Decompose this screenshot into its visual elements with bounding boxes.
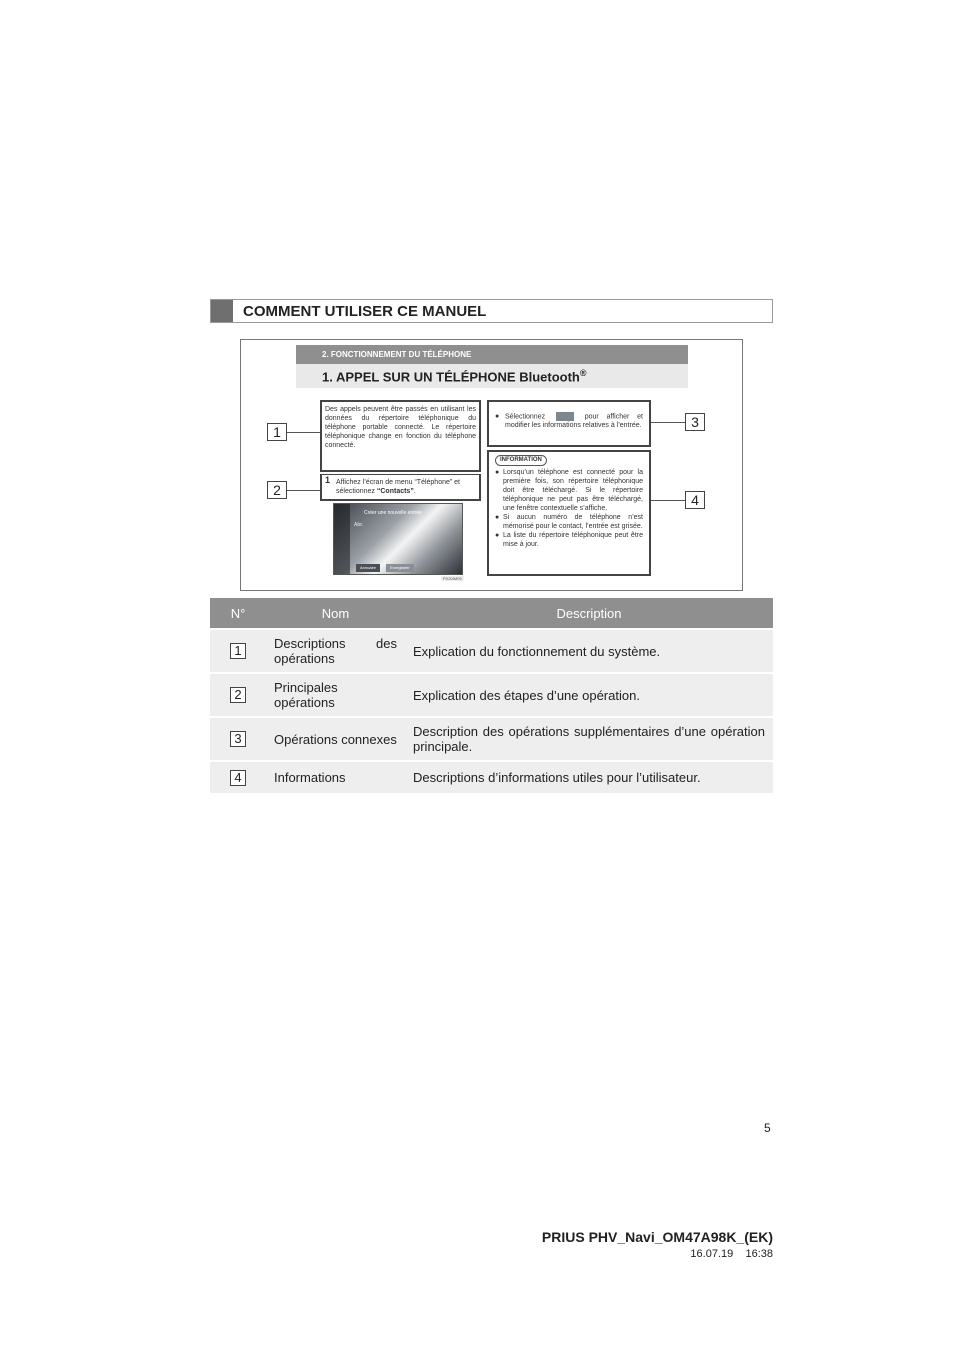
bullet-icon: ● — [495, 514, 500, 521]
related-operation-box — [487, 400, 651, 447]
info-item-1: ● Lorsqu’un téléphone est connecté pour la première fois, son répertoire téléphonique doit être téléchargé. Si le répertoire téléphonique ne peut pas être téléchargé, une fenêtre contextuelle s’affiche. — [495, 469, 643, 512]
legend-table — [210, 598, 773, 793]
description-box — [320, 400, 481, 472]
related-bullet-icon: ● — [495, 413, 500, 420]
step-bold-text: “Contacts” — [376, 488, 414, 495]
callout-1: 1 — [267, 423, 287, 441]
row-name: Opérations connexes — [266, 717, 405, 761]
description-text: Des appels peuvent être passés en utilisant les données du répertoire téléphonique du téléphone portable connecté. Le répertoire téléphonique change en fonction du téléphone connecté. — [325, 406, 476, 449]
document-id: PRIUS PHV_Navi_OM47A98K_(EK) — [541, 1229, 773, 1245]
sample-chapter-title: 2. FONCTIONNEMENT DU TÉLÉPHONE — [322, 350, 472, 359]
leader-line-3 — [651, 422, 685, 423]
callout-2: 2 — [267, 481, 287, 499]
step-end: . — [413, 488, 416, 495]
row-name: Descriptions des opérations — [266, 629, 405, 673]
page-number: 5 — [764, 1121, 771, 1135]
screen-thumbnail — [333, 503, 463, 575]
screen-field: Abc — [354, 522, 363, 528]
step-number: 1 — [325, 475, 331, 485]
table-row — [210, 761, 773, 793]
row-description: Explication du fonctionnement du système. — [405, 629, 773, 673]
row-description: Explication des étapes d’une opération. — [405, 673, 773, 717]
screen-tab-enregistrer: Enregistrer — [386, 564, 414, 572]
related-select-text: Sélectionnez — [505, 413, 546, 421]
edit-button-icon — [556, 412, 574, 421]
leader-line-2 — [287, 490, 320, 491]
step-box — [320, 474, 481, 501]
sample-chapter-bar — [296, 345, 688, 364]
screen-tab-annuaire: Annuaire — [356, 564, 380, 572]
screen-sidebar — [334, 504, 350, 574]
row-description: Description des opérations supplémentaires d’une opération principale. — [405, 717, 773, 761]
callout-4: 4 — [685, 491, 705, 509]
row-number: 1 — [230, 643, 246, 659]
table-row — [210, 673, 773, 717]
information-badge: INFORMATION — [495, 455, 547, 466]
bullet-icon: ● — [495, 469, 500, 476]
header-name: Nom — [266, 598, 405, 629]
row-number: 4 — [230, 770, 246, 786]
step-text: Affichez l’écran de menu “Téléphone” et sélectionnez — [336, 479, 460, 495]
sample-section-title: 1. APPEL SUR UN TÉLÉPHONE Bluetooth® — [322, 368, 587, 385]
information-box — [487, 450, 651, 576]
sample-page-illustration — [240, 339, 743, 591]
related-rest-text: pour afficher et modifier les informations relatives à l’entrée. — [505, 413, 643, 430]
section-header-bar — [211, 300, 233, 322]
leader-line-4 — [651, 500, 685, 501]
row-description: Descriptions d’informations utiles pour l’utilisateur. — [405, 761, 773, 793]
bullet-icon: ● — [495, 532, 500, 539]
row-name: Principales opérations — [266, 673, 405, 717]
leader-line-1 — [287, 432, 320, 433]
sample-section-bar — [296, 364, 688, 388]
screen-title: Créer une nouvelle entrée — [364, 510, 422, 516]
section-header — [210, 299, 773, 323]
row-number: 2 — [230, 687, 246, 703]
header-description: Description — [405, 598, 773, 629]
document-date: 16.07.19 16:38 — [690, 1248, 773, 1260]
info-item-3: ● La liste du répertoire téléphonique peut être mise à jour. — [495, 532, 643, 548]
table-header-row — [210, 598, 773, 629]
image-code: PX20IM05 — [443, 576, 462, 581]
table-row — [210, 629, 773, 673]
table-row — [210, 717, 773, 761]
section-title: COMMENT UTILISER CE MANUEL — [243, 303, 487, 320]
row-name: Informations — [266, 761, 405, 793]
header-number: N° — [210, 598, 266, 629]
callout-3: 3 — [685, 413, 705, 431]
info-item-2: ● Si aucun numéro de téléphone n’est mémorisé pour le contact, l’entrée est grisée. — [495, 514, 643, 530]
row-number: 3 — [230, 731, 246, 747]
